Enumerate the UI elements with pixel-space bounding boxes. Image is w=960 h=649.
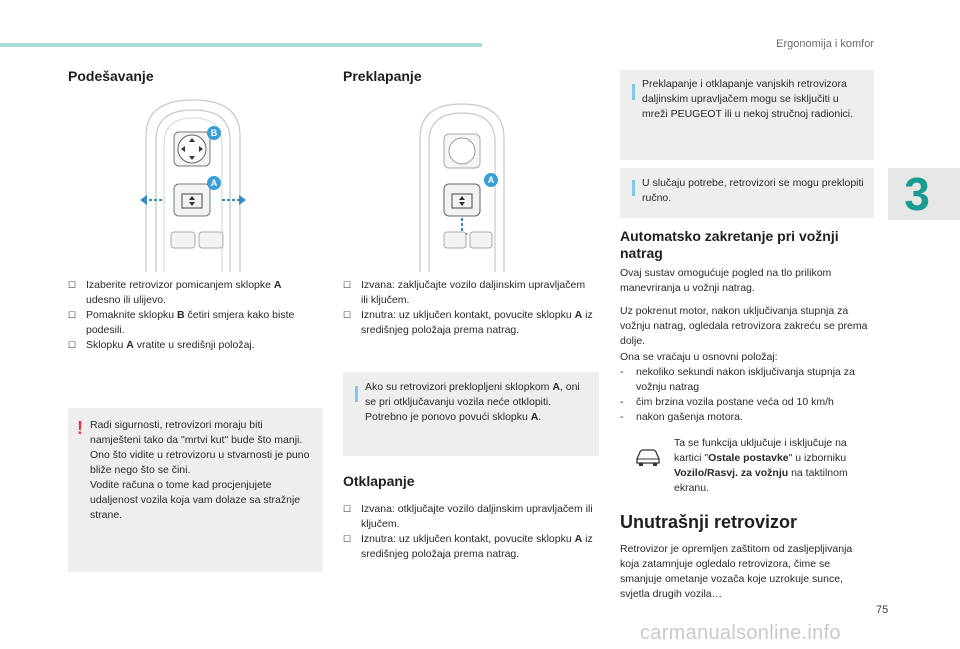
checkbox-icon: ☐ bbox=[68, 340, 77, 350]
list-item: ☐ Sklopku A vratite u središnji položaj. bbox=[68, 339, 255, 351]
unfold-steps-list bbox=[343, 502, 593, 562]
info-icon bbox=[355, 386, 358, 402]
list-item: ☐ Iznutra: uz uključen kontakt, povucite sklopku A iz središnjeg položaja prema natrag. bbox=[343, 533, 593, 560]
watermark: carmanualsonline.info bbox=[640, 622, 841, 644]
info-icon bbox=[632, 84, 635, 100]
figure-label-a: A bbox=[484, 173, 498, 187]
list-item: ☐ Iznutra: uz uključen kontakt, povucite sklopku A iz središnjeg položaja prema natrag. bbox=[343, 309, 593, 336]
page-number: 75 bbox=[876, 604, 889, 616]
info-text: Preklapanje i otklapanje vanjskih retrovizora daljinskim upravljačem mogu se isključiti u mreži PEUGEOT ili u nekoj stručnoj radionici. bbox=[642, 78, 854, 120]
return-conditions-list bbox=[620, 365, 874, 425]
mirror-switch-figure-fold bbox=[412, 100, 512, 272]
list-item: ☐ Pomaknite sklopku B četiri smjera kako biste podesili. bbox=[68, 309, 295, 336]
list-item: - čim brzina vozila postane veća od 10 km/h bbox=[620, 396, 834, 408]
info-text: Ako su retrovizori preklopljeni sklopkom A, oni se pri otključavanju vozila neće otklopiti. Potrebno je ponovo povući sklopku A. bbox=[365, 381, 580, 423]
paragraph: Ovaj sustav omogućuje pogled na tlo prilikom manevriranja u vožnji natrag. bbox=[620, 267, 832, 294]
checkbox-icon: ☐ bbox=[68, 280, 77, 290]
info-text: U slučaju potrebe, retrovizori se mogu preklopiti ručno. bbox=[642, 177, 864, 204]
mirror-switch-figure-adjust bbox=[138, 96, 248, 272]
settings-note: Ta se funkcija uključuje i isključuje na kartici "Ostale postavke" u izborniku Vozilo/Rasvj. za vožnju na taktilnom ekranu. bbox=[674, 437, 848, 494]
figure-label-b: B bbox=[207, 126, 221, 140]
list-item: ☐ Izaberite retrovizor pomicanjem sklopke A udesno ili ulijevo. bbox=[68, 279, 282, 306]
info-box-network bbox=[620, 70, 874, 160]
header-accent-bar bbox=[0, 43, 482, 47]
paragraph: Uz pokrenut motor, nakon uključivanja stupnja za vožnju natrag, ogledala retrovizora zakreću se prema dolje. bbox=[620, 305, 868, 347]
checkbox-icon: ☐ bbox=[343, 504, 352, 514]
checkbox-icon: ☐ bbox=[343, 534, 352, 544]
checkbox-icon: ☐ bbox=[343, 310, 352, 320]
checkbox-icon: ☐ bbox=[343, 280, 352, 290]
info-icon bbox=[632, 180, 635, 196]
paragraph: Retrovizor je opremljen zaštitom od zasljepljivanja koja zatamnjuje ogledalo retrovizora, čime se smanjuje ometanje vozača koje uzrokuje sunce, svjetla drugih vozila… bbox=[620, 543, 853, 600]
header-title: Ergonomija i komfor bbox=[776, 38, 874, 50]
info-box-manual bbox=[620, 168, 874, 218]
checkbox-icon: ☐ bbox=[68, 310, 77, 320]
section-title-preklapanje: Preklapanje bbox=[343, 68, 422, 84]
section-title-automatsko: Automatsko zakretanje pri vožnji natrag bbox=[620, 228, 839, 261]
warning-box bbox=[68, 408, 323, 572]
list-item: - nakon gašenja motora. bbox=[620, 411, 743, 423]
list-item: - nekoliko sekundi nakon isključivanja stupnja za vožnju natrag bbox=[620, 366, 855, 393]
section-title-otklapanje: Otklapanje bbox=[343, 473, 415, 489]
list-item: ☐ Izvana: otključajte vozilo daljinskim upravljačem ili ključem. bbox=[343, 503, 593, 530]
paragraph: Ona se vraćaju u osnovni položaj: bbox=[620, 351, 778, 363]
section-title-podesavanje: Podešavanje bbox=[68, 68, 154, 84]
car-icon bbox=[634, 446, 662, 466]
chapter-number: 3 bbox=[904, 168, 930, 220]
info-box-fold bbox=[343, 372, 599, 456]
warning-text: Radi sigurnosti, retrovizori moraju biti namješteni tako da "mrtvi kut" bude što manji. Ono što vidite u retrovizoru u stvarnosti je puno bliže nego što se čini. Vodite računa o tome kad procjenjujete udaljenost vozila koja vam dolaze sa stražnje strane. bbox=[90, 419, 310, 521]
figure-label-a: A bbox=[207, 176, 221, 190]
warning-icon: ! bbox=[77, 418, 83, 438]
adjust-steps-list bbox=[68, 278, 318, 353]
list-item: ☐ Izvana: zaključajte vozilo daljinskim upravljačem ili ključem. bbox=[343, 279, 586, 306]
section-title-unutrasnji: Unutrašnji retrovizor bbox=[620, 512, 798, 532]
fold-steps-list bbox=[343, 278, 593, 338]
